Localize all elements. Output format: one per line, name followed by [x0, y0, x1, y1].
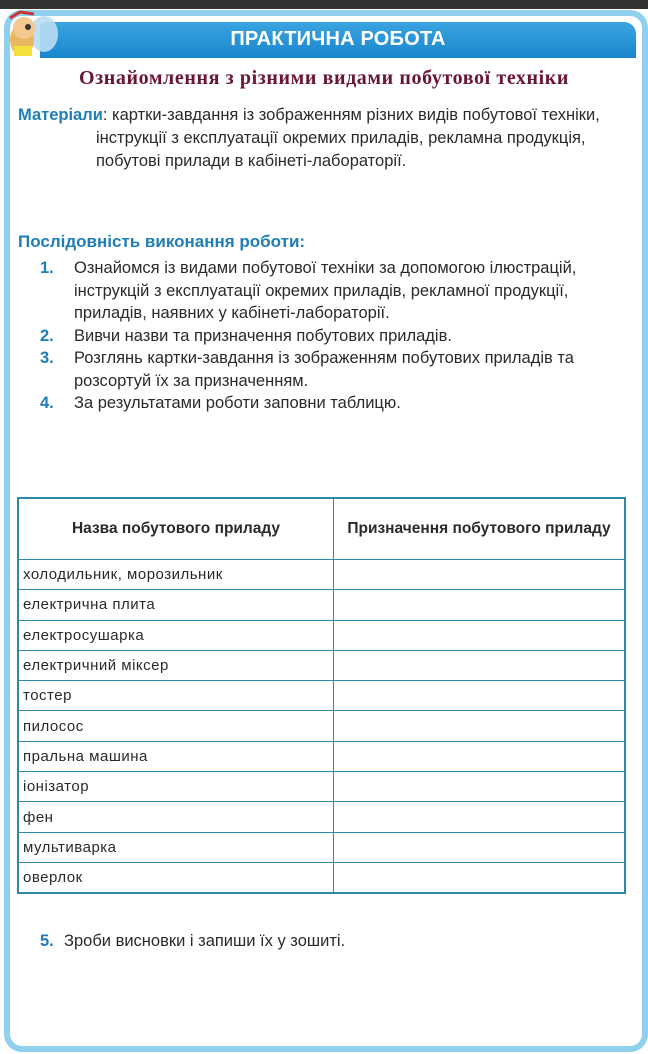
appliance-purpose-cell[interactable] — [334, 650, 626, 680]
appliance-name: електросушарка — [18, 620, 334, 650]
appliance-purpose-cell[interactable] — [334, 560, 626, 590]
step-number: 3. — [40, 349, 54, 367]
step-item — [40, 932, 345, 951]
banner-title: ПРАКТИЧНА РОБОТА — [230, 28, 446, 50]
step-text: Вивчи назви та призначення побутових приладів. — [74, 326, 452, 345]
column-header-name: Назва побутового приладу — [18, 498, 334, 560]
top-strip — [0, 0, 648, 9]
table-row — [18, 681, 625, 711]
table-row — [18, 802, 625, 832]
sequence-title: Послідовність виконання роботи: — [18, 232, 306, 251]
appliance-purpose-cell[interactable] — [334, 802, 626, 832]
step-item — [40, 325, 628, 348]
appliance-name: холодильник, морозильник — [18, 560, 334, 590]
table-row — [18, 741, 625, 771]
appliance-purpose-cell[interactable] — [334, 741, 626, 771]
step-text: За результатами роботи заповни таблицю. — [74, 394, 401, 412]
appliance-table — [17, 497, 626, 894]
table-row — [18, 711, 625, 741]
appliance-purpose-cell[interactable] — [334, 862, 626, 893]
step-item — [40, 347, 628, 392]
step-number: 1. — [40, 259, 54, 277]
appliance-name: мультиварка — [18, 832, 334, 862]
materials-label: Матеріали — [18, 106, 103, 124]
step-item — [40, 257, 628, 325]
appliance-purpose-cell[interactable] — [334, 832, 626, 862]
step-text: Ознайомся із видами побутової техніки за допомогою ілюстрацій, інструкцій з експлуатації окремих приладів, рекламної продукції, приладів, наявних у кабінеті-лабораторії. — [74, 259, 577, 322]
appliance-purpose-cell[interactable] — [334, 711, 626, 741]
work-title: Ознайомлення з різними видами побутової техніки — [78, 67, 570, 89]
step-number: 5. — [40, 932, 54, 950]
table-row — [18, 832, 625, 862]
steps-list — [40, 257, 628, 415]
appliance-name: електрична плита — [18, 590, 334, 620]
table-row — [18, 650, 625, 680]
appliance-purpose-cell[interactable] — [334, 590, 626, 620]
step-text: Зроби висновки і запиши їх у зошиті. — [64, 932, 346, 950]
appliance-name: пилосос — [18, 711, 334, 741]
appliance-name: електричний міксер — [18, 650, 334, 680]
materials-text: : картки-завдання із зображенням різних видів побутової техніки, інструкції з експлуатації окремих приладів, рекламна продукція, побутові прилади в кабінеті-лабораторії. — [96, 106, 600, 170]
table-row — [18, 590, 625, 620]
appliance-purpose-cell[interactable] — [334, 681, 626, 711]
step-text: Розглянь картки-завдання із зображенням побутових приладів та розсортуй їх за призначенням. — [74, 349, 574, 390]
appliance-name: іонізатор — [18, 772, 334, 802]
bee-mascot-icon — [0, 8, 62, 64]
step-item — [40, 392, 628, 415]
table-row — [18, 560, 625, 590]
step-number: 2. — [40, 326, 54, 345]
appliance-name: пральна машина — [18, 741, 334, 771]
section-banner — [40, 22, 636, 58]
table-row — [18, 620, 625, 650]
appliance-name: оверлок — [18, 862, 334, 893]
materials — [18, 104, 628, 173]
appliance-purpose-cell[interactable] — [334, 620, 626, 650]
table-row — [18, 772, 625, 802]
step-number: 4. — [40, 394, 54, 412]
table-row — [18, 862, 625, 893]
appliance-name: тостер — [18, 681, 334, 711]
appliance-purpose-cell[interactable] — [334, 772, 626, 802]
column-header-purpose: Призначення побутового приладу — [334, 498, 626, 560]
appliance-name: фен — [18, 802, 334, 832]
